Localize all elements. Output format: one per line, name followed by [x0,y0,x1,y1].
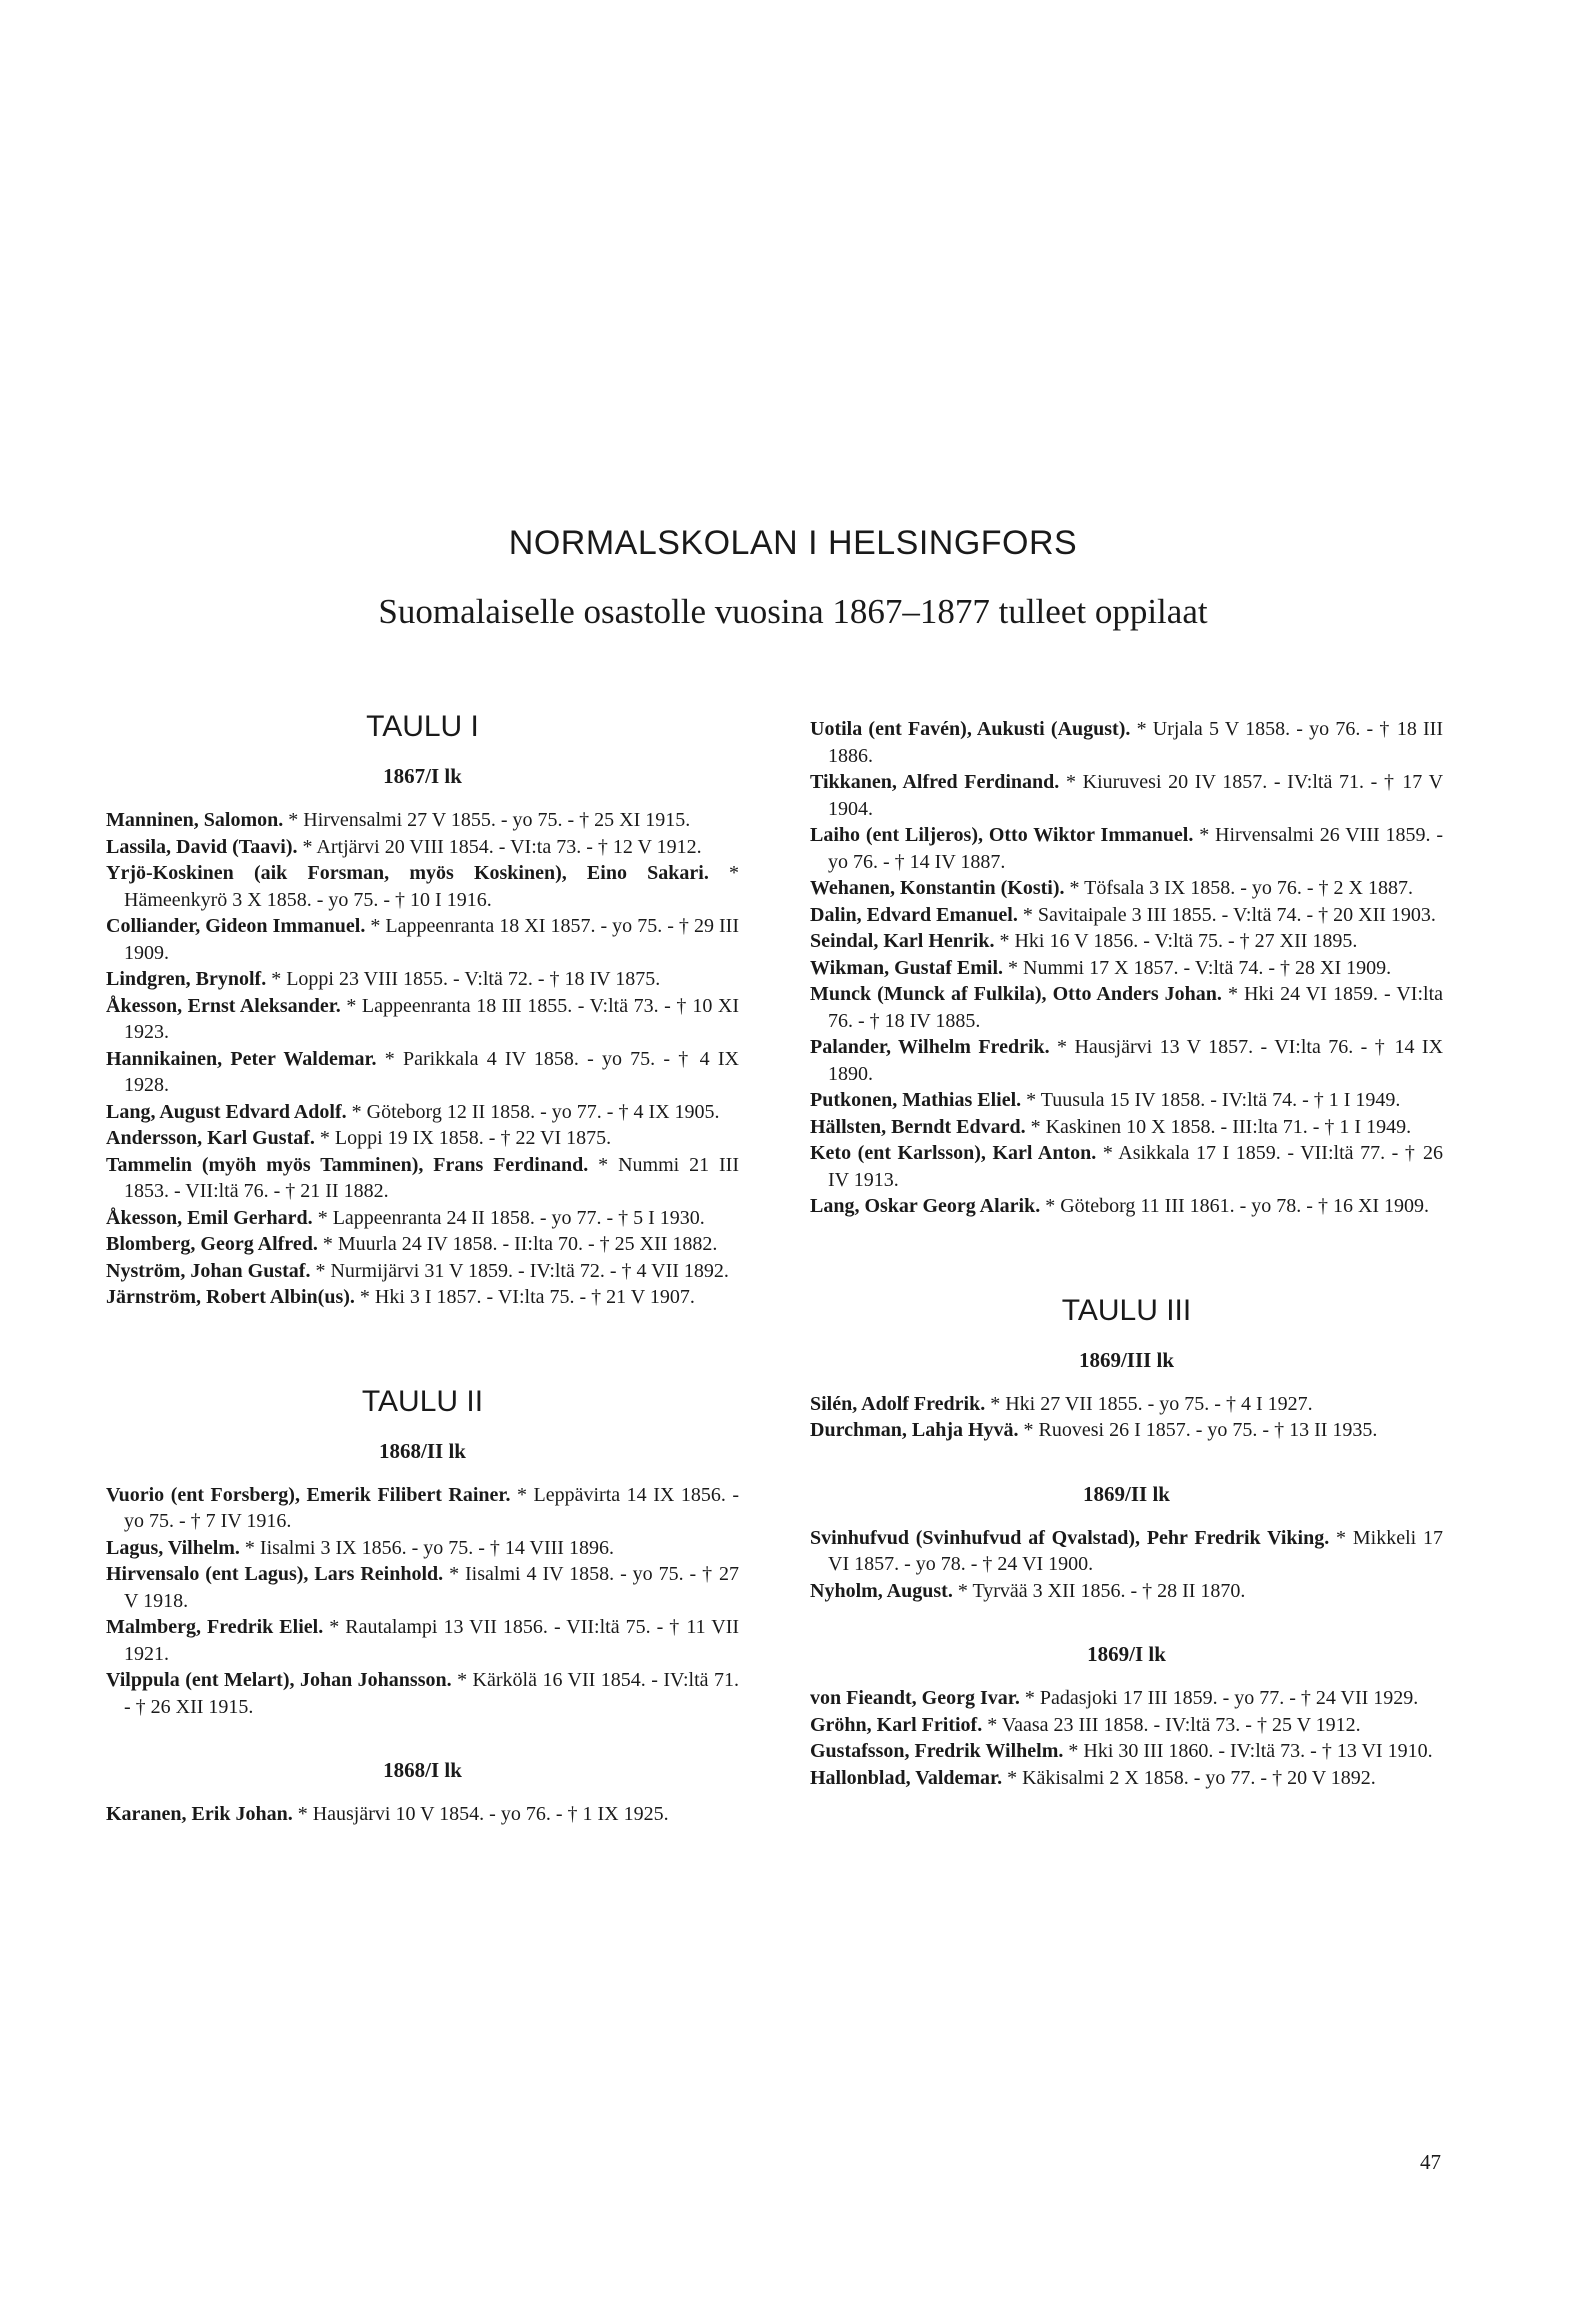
student-name: Blomberg, Georg Alfred. [106,1233,318,1255]
student-entry [810,822,1443,875]
student-entry [106,1258,739,1285]
student-entry [106,1099,739,1126]
student-details: * Kärkölä 16 VII 1854. - IV:ltä 71. - † 26 XII 1915. [124,1669,739,1718]
student-entry [106,1205,739,1232]
student-entry [810,1193,1443,1220]
page-number: 47 [1420,2150,1441,2174]
student-details: * Hämeenkyrö 3 X 1858. - yo 75. - † 10 I 1916. [124,862,740,911]
student-details: * Hausjärvi 10 V 1854. - yo 76. - † 1 IX 1925. [297,1803,669,1825]
student-name: Hannikainen, Peter Waldemar. [106,1047,377,1070]
student-entry [106,1482,739,1535]
section-title: TAULU III [1061,1293,1192,1327]
section-spacer [810,1220,1443,1294]
student-name: Uotila (ent Favén), Aukusti (August). [810,718,1131,740]
student-name: Tikkanen, Alfred Ferdinand. [810,771,1060,793]
group-spacer [810,1604,1443,1642]
student-details: * Kiuruvesi 20 IV 1857. - IV:ltä 71. - † 17 V 1904. [828,771,1444,820]
student-entry [810,769,1443,822]
student-entry [810,1765,1443,1792]
student-details: * Nummi 17 X 1857. - V:ltä 74. - † 28 XI 1909. [1008,956,1392,979]
student-details: * Tuusula 15 IV 1858. - IV:ltä 74. - † 1 I 1949. [1026,1089,1401,1111]
left-column [106,710,739,1828]
student-details: * Leppävirta 14 IX 1856. - yo 75. - † 7 IV 1916. [124,1483,740,1532]
student-entry [106,966,739,993]
student-details: * Göteborg 11 III 1861. - yo 78. - † 16 XI 1909. [1045,1195,1430,1217]
student-details: * Nummi 21 III 1853. - VII:ltä 76. - † 21 II 1882. [124,1153,740,1202]
student-name: Silén, Adolf Fredrik. [810,1392,986,1415]
student-entry [106,834,739,861]
student-name: Nyholm, August. [810,1579,953,1602]
student-name: Munck (Munck af Fulkila), Otto Anders Johan. [810,983,1222,1005]
student-entry [810,1685,1443,1712]
student-details: * Hirvensalmi 27 V 1855. - yo 75. - † 25 XI 1915. [288,809,691,831]
student-details: * Hirvensalmi 26 VIII 1859. - yo 76. - † 14 IV 1887. [828,824,1444,873]
student-name: Åkesson, Ernst Aleksander. [106,994,341,1017]
student-name: Tammelin (myöh myös Tamminen), Frans Ferdinand. [106,1153,589,1176]
student-entry [106,860,739,913]
student-name: Wehanen, Konstantin (Kosti). [810,877,1065,899]
class-group-title: 1869/III lk [1078,1347,1175,1372]
student-name: Karanen, Erik Johan. [106,1803,293,1825]
student-details: * Nurmijärvi 31 V 1859. - IV:ltä 72. - † 4 VII 1892. [315,1259,729,1282]
table-section [106,1385,739,1828]
student-details: * Rautalampi 13 VII 1856. - VII:ltä 75. - † 11 VII 1921. [124,1616,740,1665]
student-entry [106,1535,739,1562]
student-details: * Kaskinen 10 X 1858. - III:lta 71. - † 1 I 1949. [1030,1115,1412,1138]
student-entry [106,1152,739,1205]
student-name: Lindgren, Brynolf. [106,968,267,990]
student-name: Lang, Oskar Georg Alarik. [810,1195,1041,1217]
student-entry [810,1738,1443,1765]
student-details: * Lappeenranta 18 XI 1857. - yo 75. - † 29 III 1909. [124,915,739,964]
class-group-title: 1868/II lk [379,1438,466,1463]
student-entry [810,1034,1443,1087]
student-name: Durchman, Lahja Hyvä. [810,1419,1019,1441]
student-entry [810,902,1443,929]
student-details: * Loppi 23 VIII 1855. - V:ltä 72. - † 18 IV 1875. [271,968,661,990]
group-spacer [106,1720,739,1758]
student-name: Gustafsson, Fredrik Wilhelm. [810,1740,1064,1762]
student-name: Vilppula (ent Melart), Johan Johansson. [106,1669,452,1691]
student-name: Nyström, Johan Gustaf. [106,1259,311,1282]
student-details: * Savitaipale 3 III 1855. - V:ltä 74. - † 20 XII 1903. [1022,903,1436,926]
student-entry [810,1114,1443,1141]
student-entry [810,1712,1443,1739]
student-details: * Lappeenranta 18 III 1855. - V:ltä 73. - † 10 XI 1923. [124,994,739,1043]
student-name: Laiho (ent Liljeros), Otto Wiktor Immanuel. [810,824,1194,846]
student-details: * Vaasa 23 III 1858. - IV:ltä 73. - † 25 V 1912. [987,1713,1361,1736]
student-entry [106,1231,739,1258]
student-name: Palander, Wilhelm Fredrik. [810,1036,1050,1058]
student-details: * Iisalmi 3 IX 1856. - yo 75. - † 14 VIII 1896. [244,1536,614,1559]
group-spacer [810,1444,1443,1482]
student-details: * Hki 24 VI 1859. - VI:lta 76. - † 18 IV 1885. [828,983,1444,1032]
student-entry [810,875,1443,902]
student-details: * Mikkeli 17 VI 1857. - yo 78. - † 24 VI 1900. [828,1526,1443,1575]
student-details: * Ruovesi 26 I 1857. - yo 75. - † 13 II 1935. [1023,1419,1378,1441]
student-entry [106,1125,739,1152]
section-spacer [106,1311,739,1385]
student-details: * Padasjoki 17 III 1859. - yo 77. - † 24 VII 1929. [1024,1687,1419,1709]
student-name: Järnström, Robert Albin(us). [106,1286,355,1308]
student-details: * Iisalmi 4 IV 1858. - yo 75. - † 27 V 1918. [124,1563,740,1612]
student-name: Wikman, Gustaf Emil. [810,956,1003,979]
table-section [810,1294,1443,1792]
student-name: Lagus, Vilhelm. [106,1536,240,1559]
student-entry [106,1561,739,1614]
class-group-title: 1869/I lk [1087,1642,1166,1666]
table-section [106,710,739,1311]
student-entry [106,1801,739,1828]
student-entry [106,807,739,834]
student-name: Colliander, Gideon Immanuel. [106,915,366,937]
student-details: * Tyrvää 3 XII 1856. - † 28 II 1870. [957,1579,1246,1602]
student-entry [810,1391,1443,1418]
student-name: Yrjö-Koskinen (aik Forsman, myös Koskinen), Eino Sakari. [106,862,709,884]
student-details: * Hki 30 III 1860. - IV:ltä 73. - † 13 VI 1910. [1068,1740,1433,1762]
student-details: * Muurla 24 IV 1858. - II:lta 70. - † 25 XII 1882. [322,1233,718,1255]
student-name: Hirvensalo (ent Lagus), Lars Reinhold. [106,1563,444,1585]
table-section [810,716,1443,1220]
student-entry [810,1140,1443,1193]
student-name: Dalin, Edvard Emanuel. [810,903,1018,926]
student-entry [106,1614,739,1667]
student-name: Manninen, Salomon. [106,809,284,831]
student-details: * Lappeenranta 24 II 1858. - yo 77. - † 5 I 1930. [317,1206,705,1229]
class-group-title: 1867/I lk [383,764,462,788]
section-title: TAULU I [366,710,479,743]
student-details: * Loppi 19 IX 1858. - † 22 VI 1875. [319,1127,612,1149]
student-name: Malmberg, Fredrik Eliel. [106,1616,324,1638]
student-details: * Hausjärvi 13 V 1857. - VI:lta 76. - † 14 IX 1890. [828,1036,1444,1085]
student-entry [106,1667,739,1720]
student-name: Gröhn, Karl Fritiof. [810,1713,983,1736]
student-entry [810,928,1443,955]
student-name: Svinhufvud (Svinhufvud af Qvalstad), Pehr Fredrik Viking. [810,1526,1330,1549]
student-details: * Göteborg 12 II 1858. - yo 77. - † 4 IX 1905. [351,1100,720,1123]
student-name: von Fieandt, Georg Ivar. [810,1687,1020,1709]
student-entry [810,1087,1443,1114]
page-title: NORMALSKOLAN I HELSINGFORS [508,524,1078,562]
student-details: * Hki 16 V 1856. - V:ltä 75. - † 27 XII 1895. [999,930,1358,952]
student-entry [106,1284,739,1311]
student-name: Keto (ent Karlsson), Karl Anton. [810,1142,1097,1164]
student-details: * Artjärvi 20 VIII 1854. - VI:ta 73. - † 12 V 1912. [302,835,702,858]
student-name: Vuorio (ent Forsberg), Emerik Filibert Rainer. [106,1483,511,1506]
student-details: * Asikkala 17 I 1859. - VII:ltä 77. - † 26 IV 1913. [828,1142,1444,1191]
student-name: Lassila, David (Taavi). [106,835,298,858]
right-column [810,716,1443,1791]
student-details: * Hki 27 VII 1855. - yo 75. - † 4 I 1927. [990,1392,1313,1415]
student-entry [106,993,739,1046]
class-group-title: 1868/I lk [383,1758,462,1782]
student-details: * Käkisalmi 2 X 1858. - yo 77. - † 20 V 1892. [1007,1766,1376,1789]
class-group-title: 1869/II lk [1083,1481,1170,1506]
student-name: Åkesson, Emil Gerhard. [106,1206,313,1229]
page-subtitle: Suomalaiselle osastolle vuosina 1867–1877 tulleet oppilaat [378,592,1208,631]
student-entry [810,716,1443,769]
student-entry [106,1046,739,1099]
student-entry [810,1525,1443,1578]
student-details: * Parikkala 4 IV 1858. - yo 75. - † 4 IX 1928. [124,1047,739,1096]
student-entry [106,913,739,966]
student-details: * Urjala 5 V 1858. - yo 76. - † 18 III 1886. [828,718,1444,767]
student-name: Hällsten, Berndt Edvard. [810,1115,1026,1138]
student-name: Putkonen, Mathias Eliel. [810,1089,1022,1111]
student-name: Lang, August Edvard Adolf. [106,1100,347,1123]
student-name: Andersson, Karl Gustaf. [106,1127,315,1149]
student-entry [810,1417,1443,1444]
section-title: TAULU II [361,1384,484,1418]
student-entry [810,1578,1443,1605]
student-details: * Hki 3 I 1857. - VI:lta 75. - † 21 V 1907. [359,1286,695,1308]
student-entry [810,981,1443,1034]
student-name: Seindal, Karl Henrik. [810,930,995,952]
student-details: * Töfsala 3 IX 1858. - yo 76. - † 2 X 1887. [1069,877,1413,899]
student-entry [810,955,1443,982]
student-name: Hallonblad, Valdemar. [810,1766,1003,1789]
